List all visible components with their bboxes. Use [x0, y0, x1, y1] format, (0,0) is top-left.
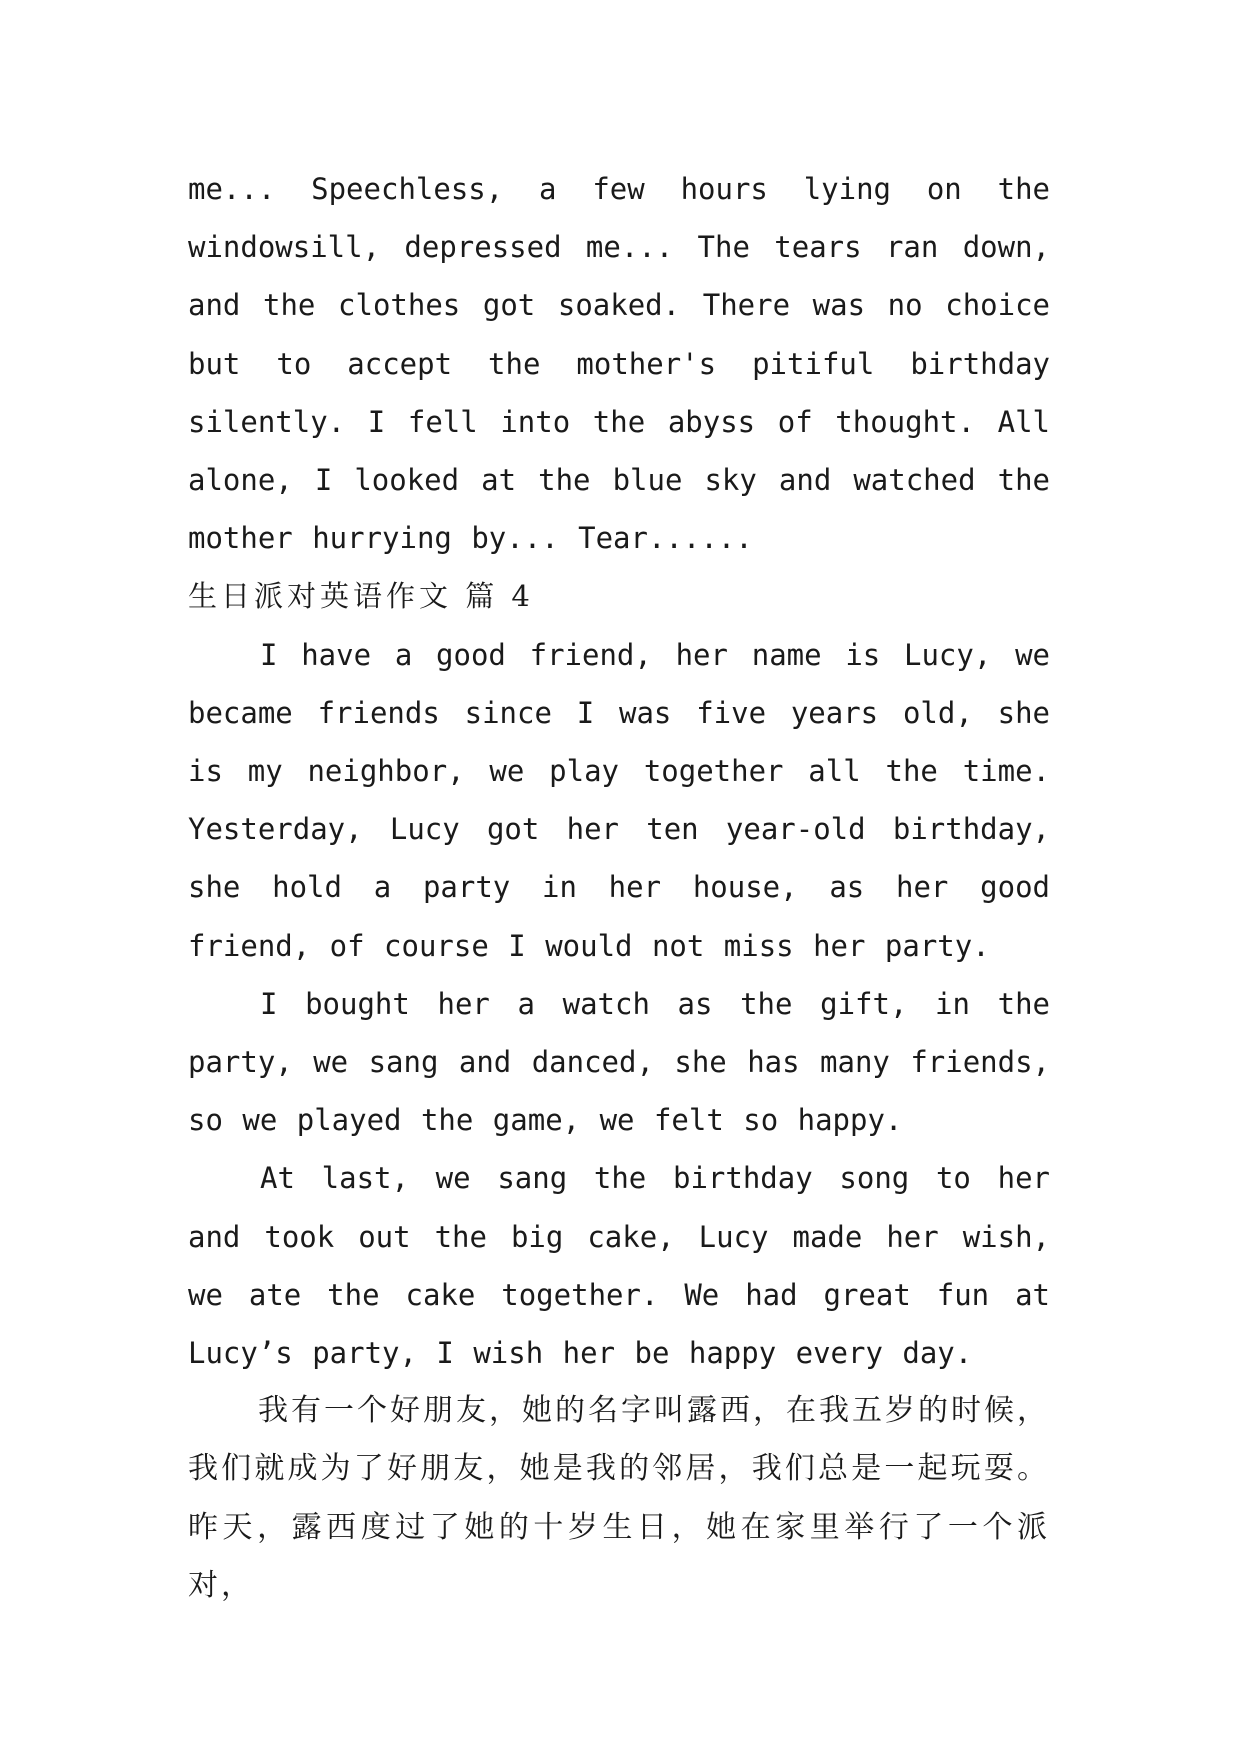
paragraph-1: I have a good friend, her name is Lucy, we became friends since I was five years old, she is my neighbor, we play together all the time. Yesterday, Lucy got her ten year-old birthday, she hold a party in her house, as her good friend, of course I would not miss her party.	[188, 637, 1050, 963]
paragraph-3: At last, we sang the birthday song to her and took out the big cake, Lucy made her wish, we ate the cake together. We had great fun at Lucy’s party, I wish her be happy every day.	[188, 1161, 1050, 1371]
continued-paragraph: me... Speechless, a few hours lying on the windowsill, depressed me... The tears ran down, and the clothes got soaked. There was no choice but to accept the mother's pitiful birthday silently. I fell into the abyss of thought. All alone, I looked at the blue sky and watched the mother hurrying by... Tear......	[188, 172, 1050, 556]
section-heading: 生日派对英语作文 篇 4	[188, 579, 534, 614]
chinese-paragraph: 我有一个好朋友，她的名字叫露西，在我五岁的时候，我们就成为了好朋友，她是我的邻居，我们总是一起玩耍。昨天，露西度过了她的十岁生日，她在家里举行了一个派对，	[188, 1393, 1050, 1603]
paragraph-2: I bought her a watch as the gift, in the party, we sang and danced, she has many friends, so we played the game, we felt so happy.	[188, 986, 1050, 1138]
document-body	[188, 160, 1050, 1615]
